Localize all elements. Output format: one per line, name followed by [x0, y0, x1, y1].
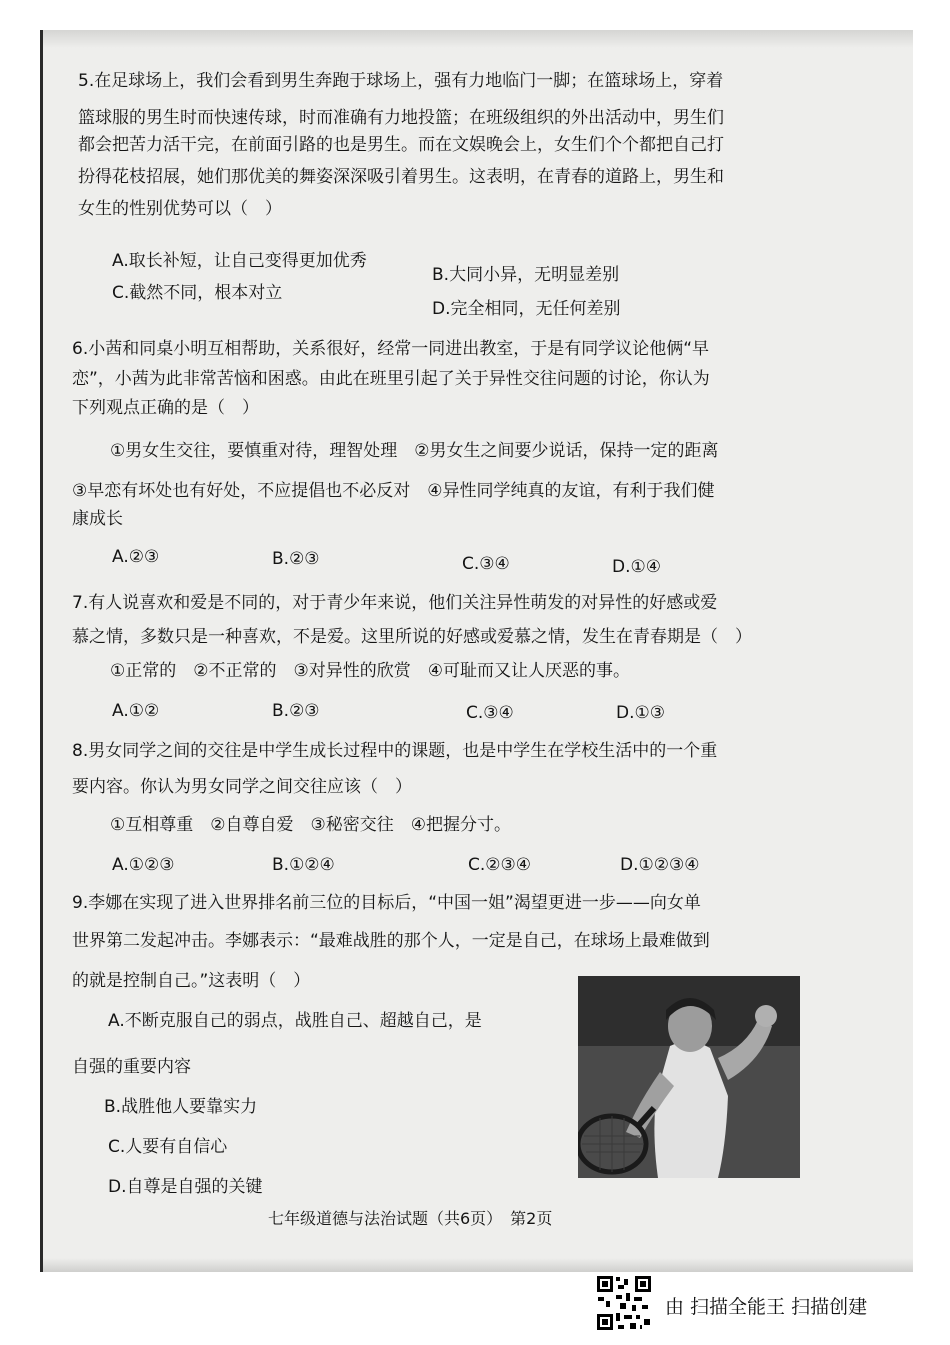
q7-option-c: C.③④ — [466, 703, 514, 723]
q9-option-c: C.人要有自信心 — [108, 1137, 228, 1157]
q9-option-d: D.自尊是自强的关键 — [108, 1177, 263, 1197]
q5-option-d: D.完全相同，无任何差别 — [432, 299, 621, 319]
q6-item: ①男女生交往，要慎重对待，理智处理 ②男女生之间要少说话，保持一定的距离 — [110, 441, 719, 461]
q5-line: 5.在足球场上，我们会看到男生奔跑于球场上，强有力地临门一脚；在篮球场上，穿着 — [78, 71, 724, 91]
q6-line: 6.小茜和同桌小明互相帮助，关系很好，经常一同进出教室，于是有同学议论他俩“早 — [72, 339, 710, 359]
q5-line: 扮得花枝招展，她们那优美的舞姿深深吸引着男生。这表明，在青春的道路上，男生和 — [78, 167, 724, 187]
scan-shadow — [43, 1258, 913, 1272]
q6-option-c: C.③④ — [462, 554, 510, 574]
qr-code — [596, 1275, 652, 1331]
q6-item: ③早恋有坏处也有好处，不应提倡也不必反对 ④异性同学纯真的友谊，有利于我们健 — [72, 481, 715, 501]
q7-item: ①正常的 ②不正常的 ③对异性的欣赏 ④可耻而又让人厌恶的事。 — [110, 661, 630, 681]
q9-line: 的就是控制自己。”这表明（ ） — [72, 971, 311, 991]
qr-code-graphic — [596, 1275, 652, 1331]
q9-line: 世界第二发起冲击。李娜表示：“最难战胜的那个人，一定是自己，在球场上最难做到 — [72, 931, 710, 951]
q6-option-d: D.①④ — [612, 557, 661, 577]
q8-option-a: A.①②③ — [112, 855, 175, 875]
q6-line: 下列观点正确的是（ ） — [72, 398, 259, 418]
q6-item: 康成长 — [72, 509, 123, 529]
q8-line: 8.男女同学之间的交往是中学生成长过程中的课题，也是中学生在学校生活中的一个重 — [72, 741, 718, 761]
q8-item: ①互相尊重 ②自尊自爱 ③秘密交往 ④把握分寸。 — [110, 815, 511, 835]
q7-line: 慕之情，多数只是一种喜欢，不是爱。这里所说的好感或爱慕之情，发生在青春期是（ ） — [72, 627, 752, 647]
tennis-player-illustration — [578, 976, 800, 1178]
tennis-player-photo — [578, 976, 800, 1178]
q9-option-a: A.不断克服自己的弱点，战胜自己、超越自己，是 — [108, 1011, 482, 1031]
q5-option-c: C.截然不同，根本对立 — [112, 283, 283, 303]
q5-line: 篮球服的男生时而快速传球，时而准确有力地投篮；在班级组织的外出活动中，男生们 — [78, 108, 724, 128]
scanner-watermark: 由 扫描全能王 扫描创建 — [665, 1296, 868, 1318]
scan-shadow — [43, 30, 913, 48]
q9-option-b: B.战胜他人要靠实力 — [104, 1097, 258, 1117]
q5-line: 女生的性别优势可以（ ） — [78, 199, 282, 219]
q8-line: 要内容。你认为男女同学之间交往应该（ ） — [72, 777, 412, 797]
q9-option-a-cont: 自强的重要内容 — [72, 1057, 191, 1077]
q6-option-a: A.②③ — [112, 547, 160, 567]
page-footer: 七年级道德与法治试题（共6页） 第2页 — [268, 1209, 553, 1228]
q5-line: 都会把苦力活干完，在前面引路的也是男生。而在文娱晚会上，女生们个个都把自己打 — [78, 135, 724, 155]
q7-option-b: B.②③ — [272, 701, 320, 721]
q6-option-b: B.②③ — [272, 549, 320, 569]
q5-option-b: B.大同小异，无明显差别 — [432, 265, 620, 285]
q8-option-d: D.①②③④ — [620, 855, 700, 875]
q6-line: 恋”，小茜为此非常苦恼和困惑。由此在班里引起了关于异性交往问题的讨论，你认为 — [72, 369, 710, 389]
q5-option-a: A.取长补短，让自己变得更加优秀 — [112, 251, 367, 271]
q8-option-b: B.①②④ — [272, 855, 335, 875]
q8-option-c: C.②③④ — [468, 855, 531, 875]
q7-option-a: A.①② — [112, 701, 160, 721]
q9-line: 9.李娜在实现了进入世界排名前三位的目标后，“中国一姐”渴望更进一步——向女单 — [72, 893, 701, 913]
q7-line: 7.有人说喜欢和爱是不同的，对于青少年来说，他们关注异性萌发的对异性的好感或爱 — [72, 593, 718, 613]
q7-option-d: D.①③ — [616, 703, 665, 723]
